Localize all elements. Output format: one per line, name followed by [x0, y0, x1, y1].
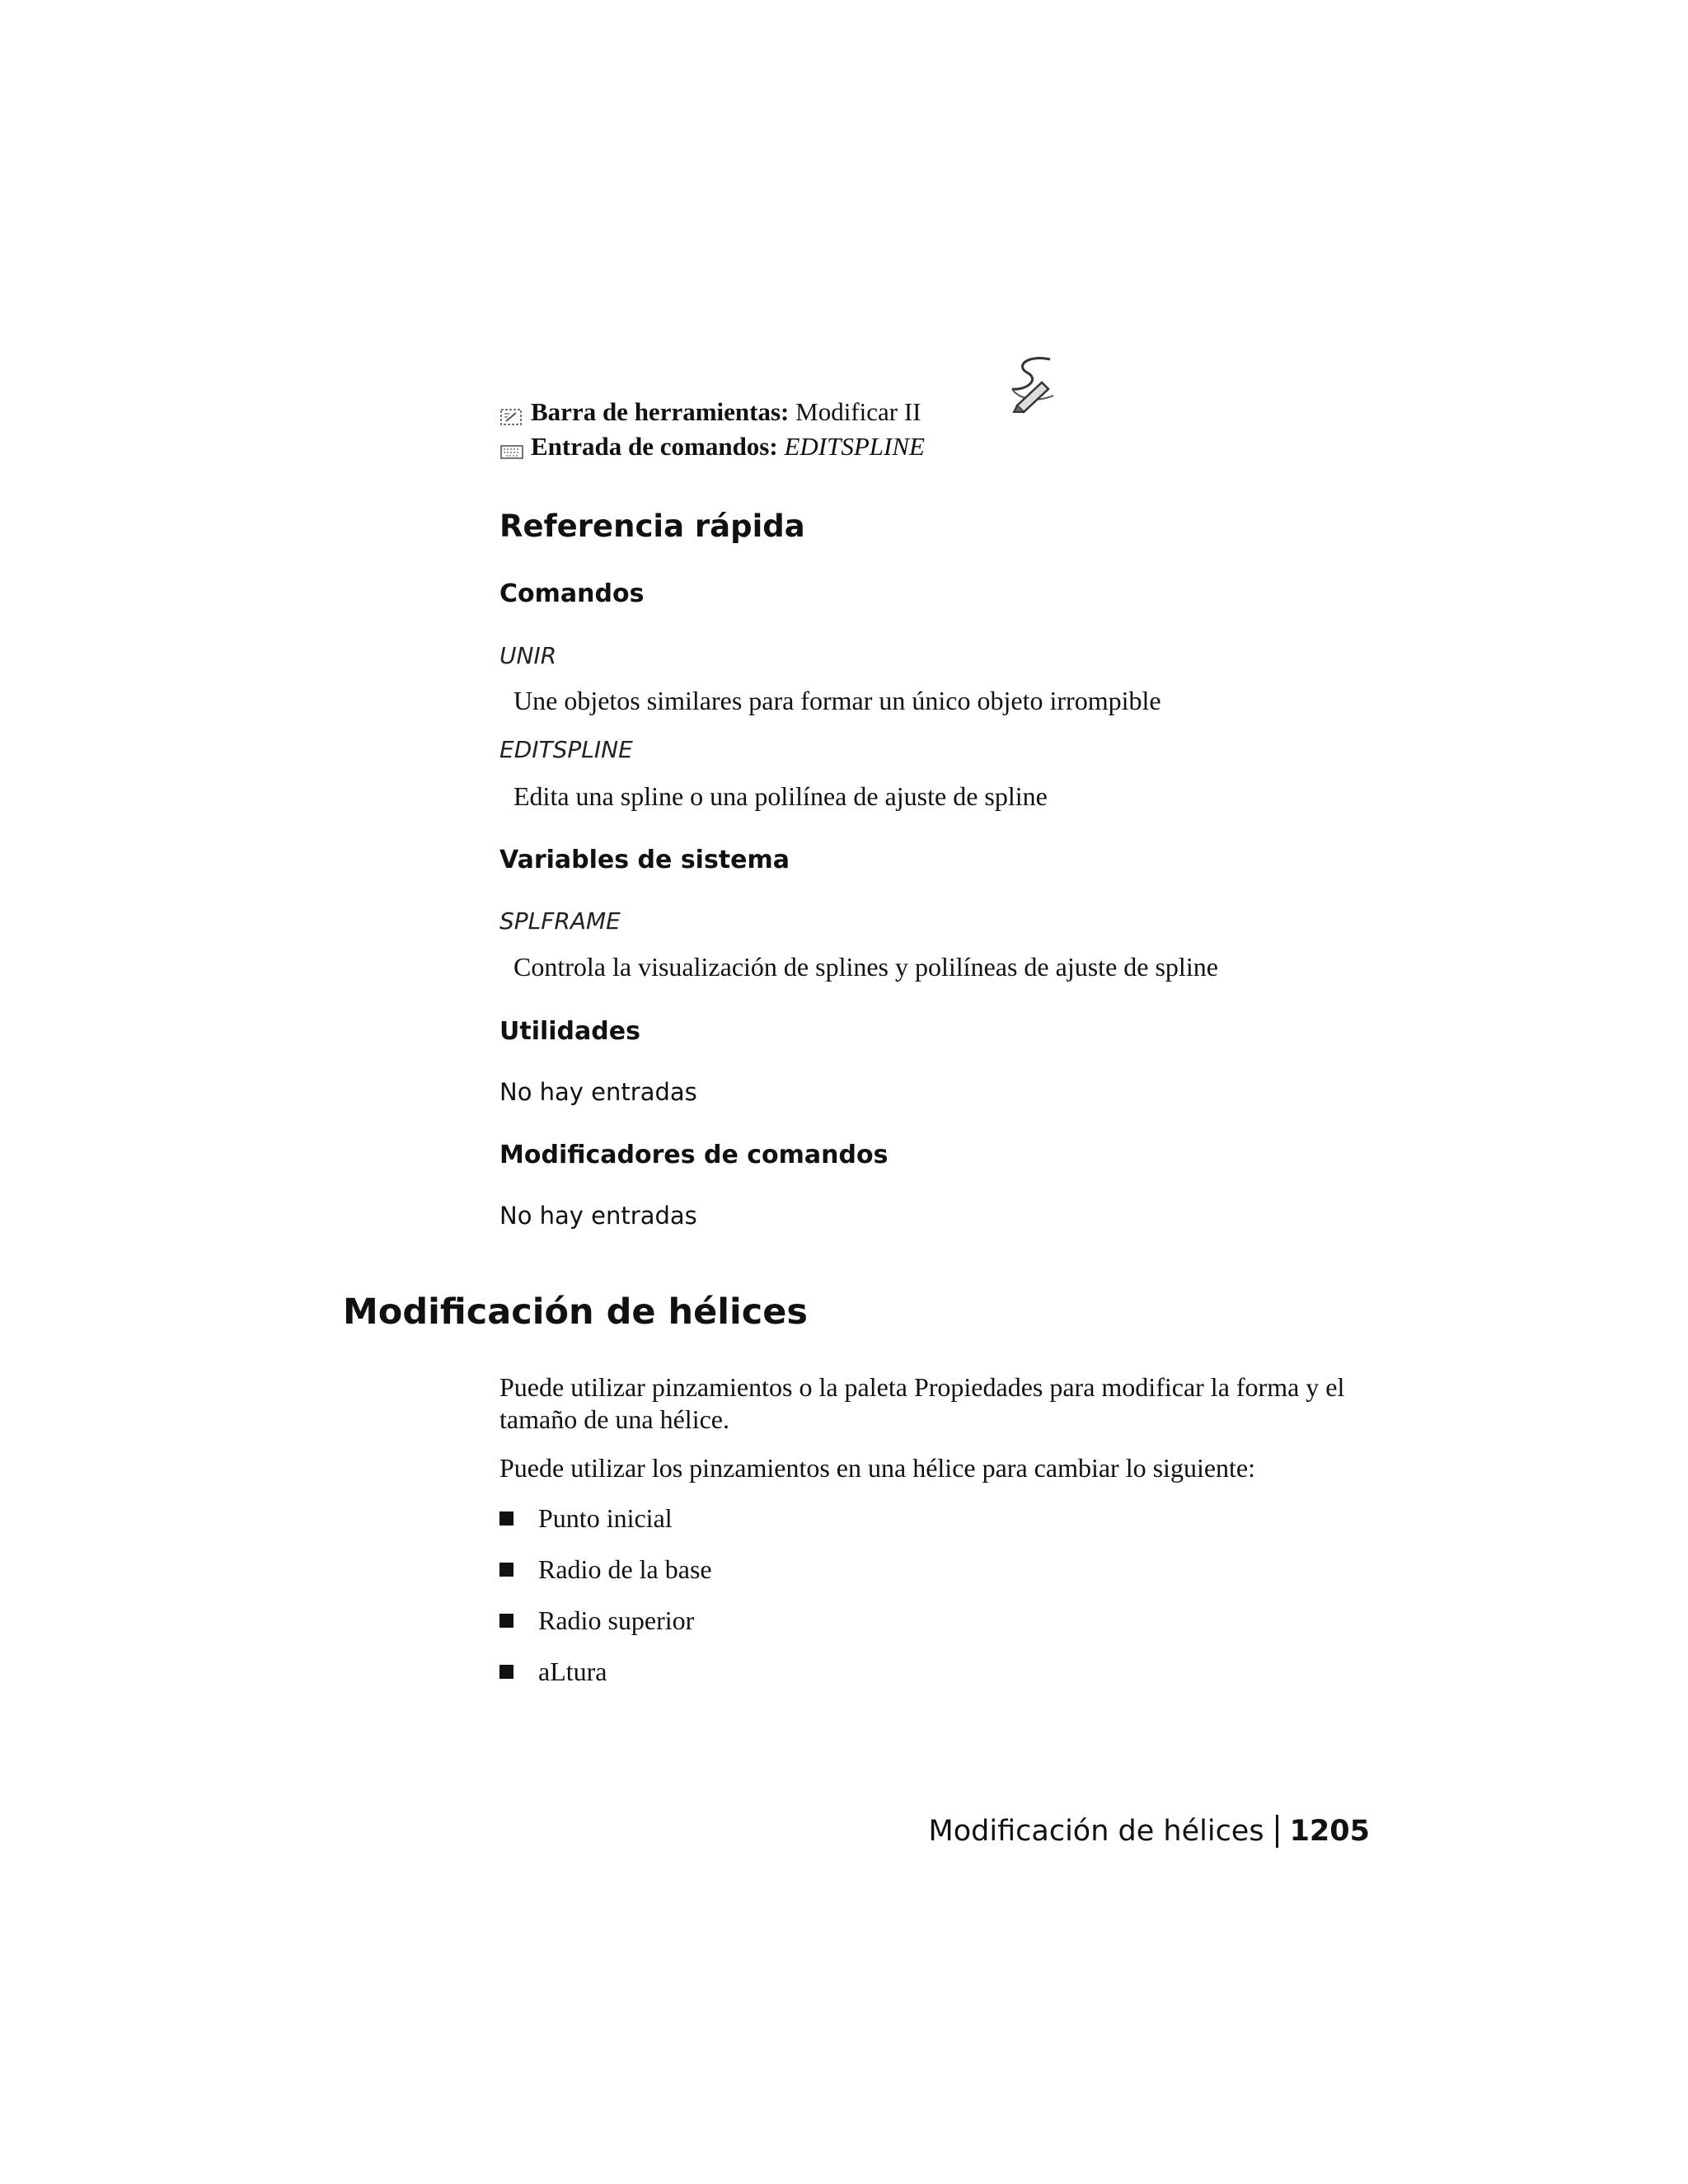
command-name-unir: UNIR [499, 642, 557, 669]
footer-separator [1276, 1815, 1278, 1848]
command-name-editspline: EDITSPLINE [499, 736, 633, 763]
sysvar-name-splframe: SPLFRAME [499, 907, 621, 935]
toolbar-label: Barra de herramientas: [531, 397, 790, 426]
utilities-heading: Utilidades [499, 1017, 640, 1046]
command-access-line [499, 430, 925, 463]
modifiers-heading: Modificadores de comandos [499, 1141, 889, 1169]
footer-title: Modificación de hélices [928, 1815, 1264, 1848]
utilities-text: No hay entradas [499, 1078, 697, 1106]
list-item-text: Radio de la base [538, 1554, 712, 1584]
sysvar-desc-splframe: Controla la visualización de splines y polilíneas de ajuste de spline [513, 952, 1218, 982]
bullet-square-icon [499, 1614, 513, 1628]
command-label: Entrada de comandos: [531, 432, 778, 461]
section-paragraph-1: Puede utilizar pinzamientos o la paleta Propiedades para modificar la forma y el tamaño de una hélice. [499, 1372, 1345, 1434]
list-item-text: Punto inicial [538, 1503, 673, 1533]
section-title: Modificación de hélices [343, 1291, 808, 1333]
list-item-text: Radio superior [538, 1605, 695, 1635]
list-item-text: aLtura [538, 1657, 607, 1686]
bullet-square-icon [499, 1665, 513, 1679]
list-item [499, 1503, 673, 1534]
list-item [499, 1605, 694, 1636]
list-item [499, 1554, 712, 1585]
quick-reference-heading: Referencia rápida [499, 509, 805, 544]
toolbar-icon [499, 402, 524, 422]
command-desc-editspline: Edita una spline o una polilínea de ajuste de spline [513, 781, 1048, 811]
page-number: 1205 [1289, 1815, 1370, 1848]
commands-heading: Comandos [499, 579, 645, 608]
page-footer [929, 1815, 1370, 1848]
sysvars-heading: Variables de sistema [499, 846, 790, 874]
toolbar-access-line [499, 396, 921, 429]
toolbar-value: Modificar II [795, 397, 921, 426]
bullet-square-icon [499, 1563, 513, 1577]
list-item [499, 1657, 607, 1687]
bullet-square-icon [499, 1511, 513, 1526]
command-value: EDITSPLINE [784, 432, 925, 461]
command-desc-unir: Une objetos similares para formar un único objeto irrompible [513, 686, 1161, 715]
section-paragraph-2: Puede utilizar los pinzamientos en una hélice para cambiar lo siguiente: [499, 1453, 1256, 1483]
keyboard-icon [499, 437, 524, 457]
edit-spline-pencil-icon [1002, 351, 1065, 414]
modifiers-text: No hay entradas [499, 1202, 697, 1230]
